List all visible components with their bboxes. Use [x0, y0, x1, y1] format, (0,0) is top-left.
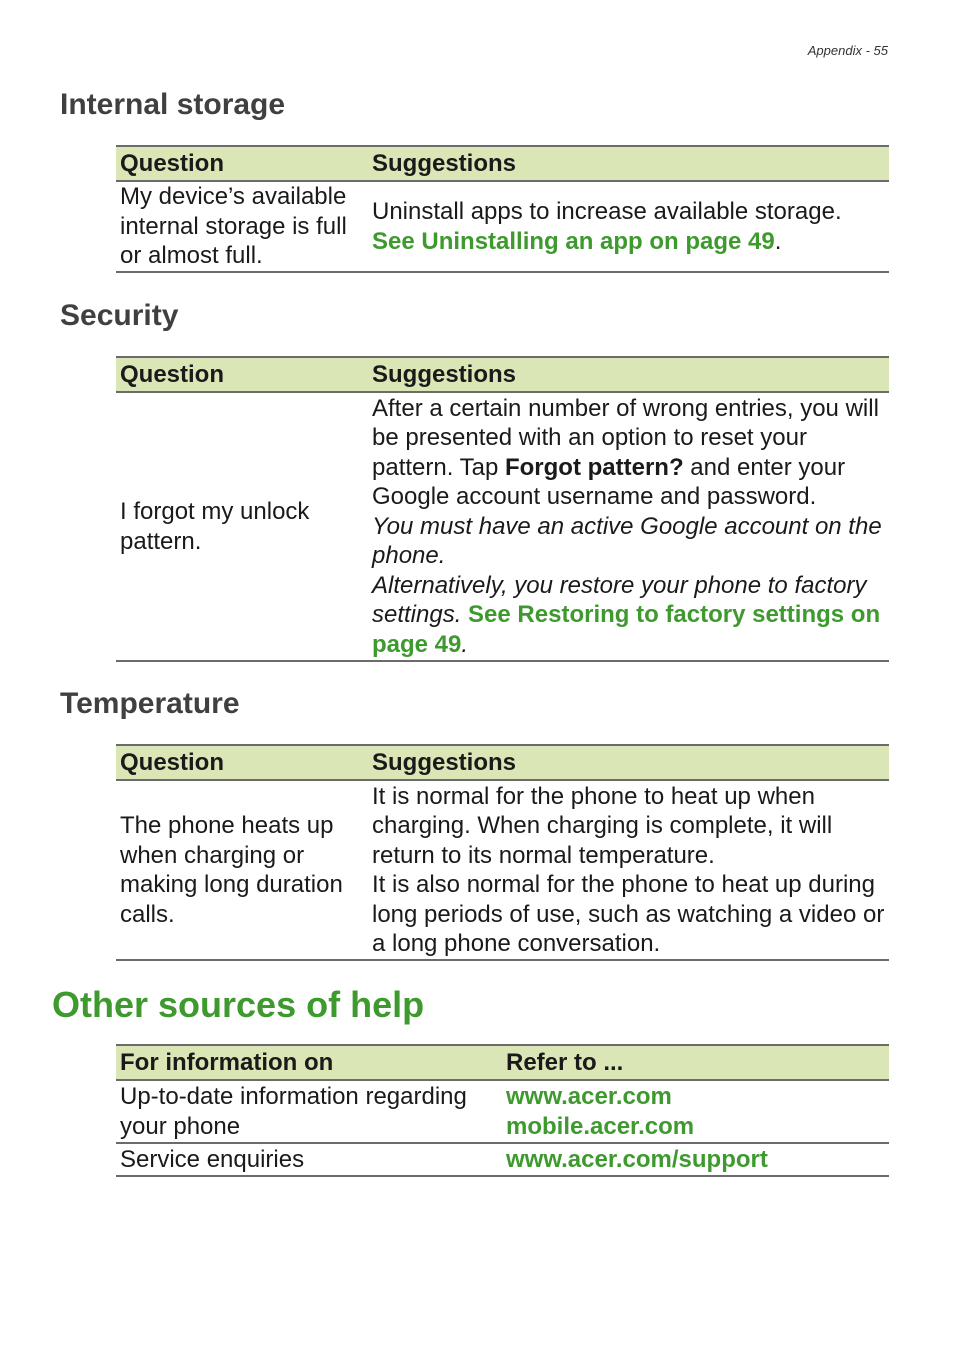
- question-cell: My device’s available internal storage is full or almost full.: [116, 181, 368, 272]
- uninstall-app-link[interactable]: [372, 227, 885, 257]
- column-header-suggestions: Suggestions: [368, 745, 889, 780]
- section-title-internal-storage: Internal storage: [60, 88, 286, 121]
- table-header-row: [116, 357, 889, 392]
- link-suffix: .: [774, 227, 782, 255]
- link-suffix: .: [461, 630, 469, 658]
- question-cell: I forgot my unlock pattern.: [116, 392, 368, 661]
- table-row: [116, 1143, 889, 1176]
- acer-support-link[interactable]: www.acer.com/support: [506, 1145, 768, 1173]
- table-row: [116, 392, 889, 661]
- suggestion-text-1: After a certain number of wrong entries, you will be presented with an option to reset your pattern. Tap: [372, 394, 879, 481]
- suggestion-paragraph-2: It is also normal for the phone to heat up during long periods of use, such as watching a video or a long phone conversation.: [372, 871, 885, 957]
- account-note: You must have an active Google account on the phone.: [372, 512, 882, 570]
- suggestion-cell: [368, 392, 889, 661]
- column-header-question: Question: [116, 745, 368, 780]
- mobile-acer-link[interactable]: mobile.acer.com: [506, 1112, 695, 1140]
- acer-website-link[interactable]: www.acer.com: [506, 1083, 672, 1110]
- suggestion-text-2: and enter your Google account username and password.: [372, 453, 846, 511]
- question-cell: The phone heats up when charging or making long duration calls.: [116, 780, 368, 960]
- column-header-question: Question: [116, 146, 368, 181]
- info-cell: Service enquiries: [116, 1143, 502, 1176]
- factory-reset-link[interactable]: See Restoring to factory settings on page 49: [372, 601, 881, 658]
- column-header-question: Question: [116, 357, 368, 392]
- table-row: [116, 181, 889, 272]
- column-header-refer: Refer to ...: [502, 1045, 889, 1080]
- refer-cell: [502, 1143, 889, 1176]
- info-cell: Up-to-date information regarding your phone: [116, 1080, 502, 1143]
- suggestion-paragraph-1: It is normal for the phone to heat up when charging. When charging is complete, it will return to its normal temperature.: [372, 782, 833, 869]
- alternative-text: Alternatively, you restore your phone to factory settings.: [372, 571, 867, 629]
- temperature-table: [116, 744, 889, 961]
- column-header-suggestions: Suggestions: [368, 146, 889, 181]
- internal-storage-table: [116, 145, 889, 273]
- section-title-temperature: Temperature: [60, 687, 240, 720]
- table-header-row: [116, 745, 889, 780]
- table-row: [116, 780, 889, 960]
- page-number-label: Appendix - 55: [807, 43, 888, 58]
- table-header-row: [116, 146, 889, 181]
- section-title-other-sources: Other sources of help: [52, 984, 425, 1025]
- uninstall-app-link-text[interactable]: See Uninstalling an app on page 49: [372, 227, 775, 255]
- table-row: [116, 1080, 889, 1143]
- suggestion-text: Uninstall apps to increase available storage.: [372, 198, 842, 225]
- column-header-info: For information on: [116, 1045, 502, 1080]
- other-sources-table: [116, 1044, 889, 1177]
- suggestion-cell: [368, 181, 889, 272]
- suggestion-cell: [368, 780, 889, 960]
- column-header-suggestions: Suggestions: [368, 357, 889, 392]
- section-title-security: Security: [60, 299, 179, 332]
- security-table: [116, 356, 889, 662]
- refer-cell: [502, 1080, 889, 1143]
- table-header-row: [116, 1045, 889, 1080]
- forgot-pattern-label: Forgot pattern?: [504, 453, 684, 481]
